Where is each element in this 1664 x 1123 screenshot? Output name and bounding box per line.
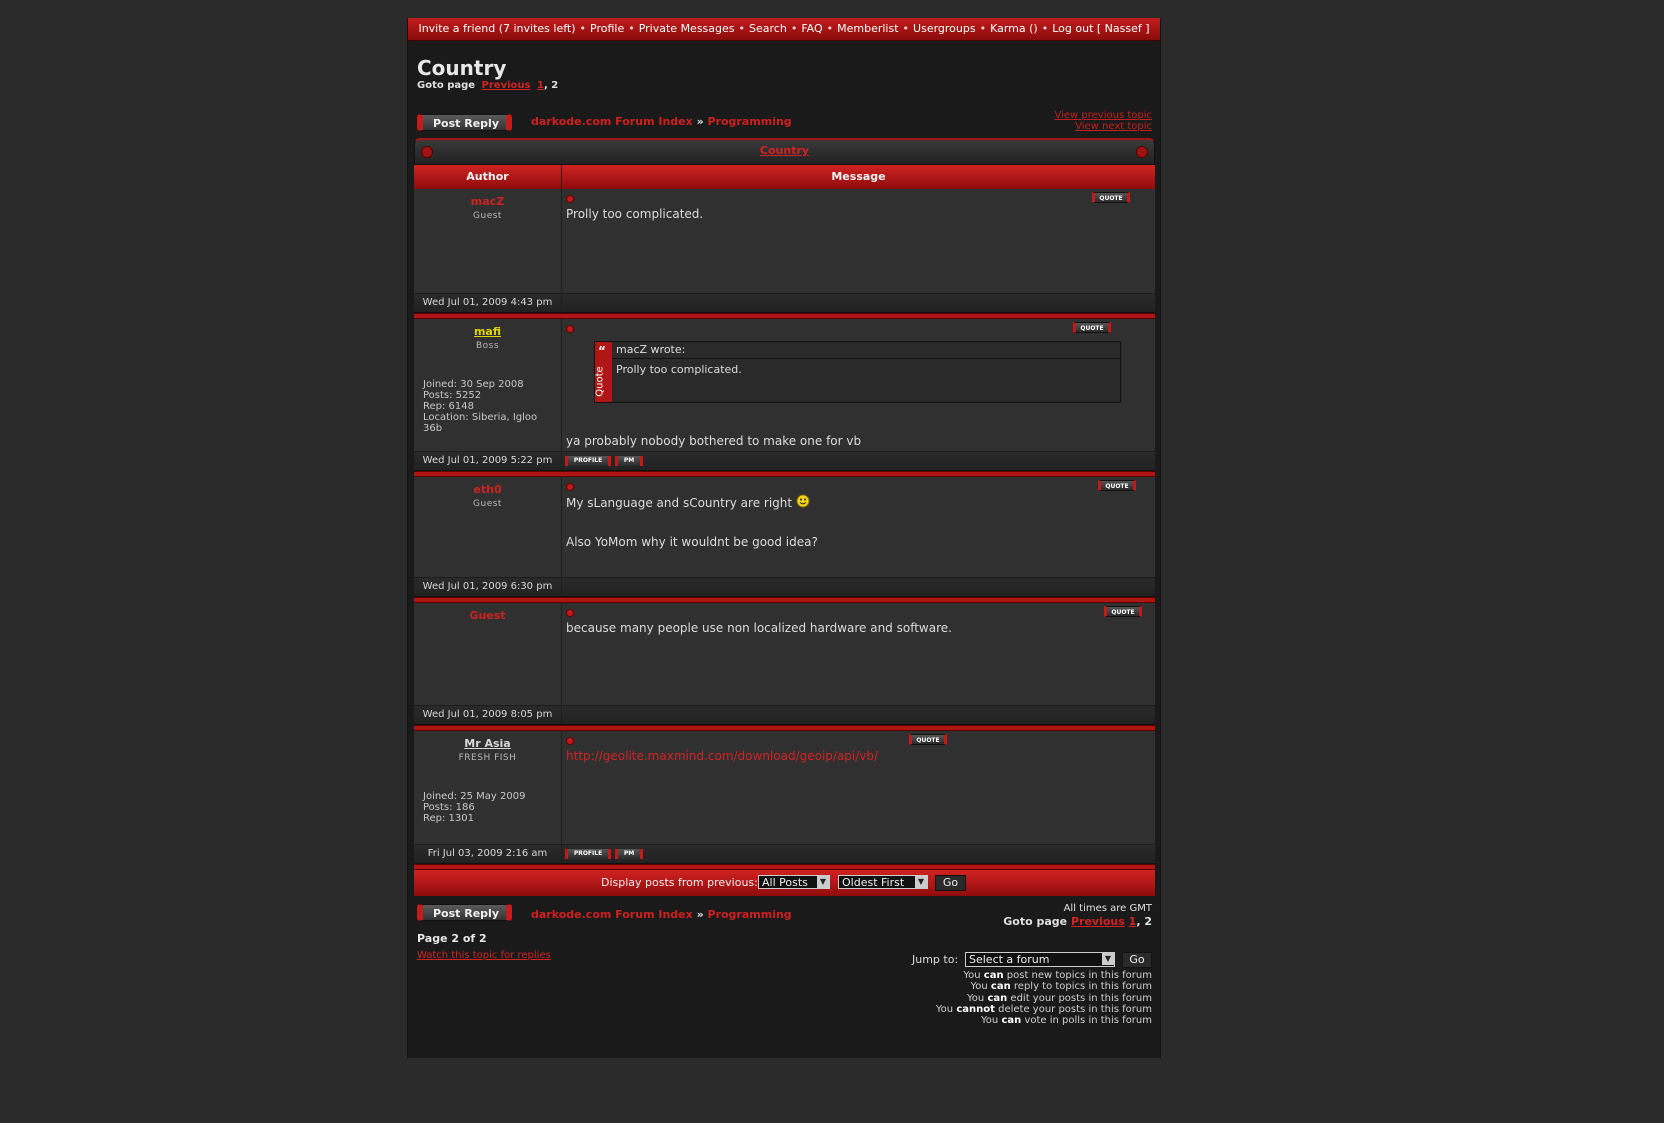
post-actions bbox=[562, 578, 1155, 596]
quote-block bbox=[594, 341, 1121, 403]
author-location: Location: Siberia, Igloo 36b bbox=[423, 412, 538, 434]
post-author-rank: FRESH FISH bbox=[458, 753, 517, 763]
post-message: Prolly too complicated. bbox=[566, 207, 704, 221]
quote-text: Prolly too complicated. bbox=[616, 363, 742, 376]
post-footer bbox=[414, 706, 1155, 725]
post-author-name[interactable]: macZ bbox=[470, 195, 505, 208]
quote-sidebar-label: Quote bbox=[594, 366, 606, 397]
post-author-cell bbox=[414, 603, 562, 705]
nav-private-messages[interactable]: Private Messages bbox=[638, 22, 735, 35]
post-author-info bbox=[423, 791, 553, 824]
post-date: Wed Jul 01, 2009 4:43 pm bbox=[414, 294, 562, 312]
pm-button[interactable]: PM bbox=[615, 456, 643, 466]
jump-go-button[interactable]: Go bbox=[1122, 952, 1152, 968]
display-order-value: Oldest First bbox=[842, 876, 905, 889]
quote-button[interactable]: QUOTE bbox=[1104, 606, 1142, 617]
post-row bbox=[414, 603, 1155, 706]
post-reply-button-bottom[interactable]: Post Reply bbox=[417, 904, 512, 921]
post-row bbox=[414, 319, 1155, 452]
page-info: Page 2 of 2 bbox=[417, 932, 487, 945]
goto-comma: , bbox=[543, 80, 548, 91]
breadcrumb-forum-index[interactable]: darkode.com Forum Index bbox=[531, 908, 693, 921]
nav-memberlist[interactable]: Memberlist bbox=[837, 22, 899, 35]
post-link-icon[interactable] bbox=[566, 483, 574, 491]
nav-separator: • bbox=[790, 22, 798, 35]
breadcrumb-forum-index[interactable]: darkode.com Forum Index bbox=[531, 115, 693, 128]
nav-separator: • bbox=[579, 22, 587, 35]
breadcrumb-separator: » bbox=[696, 908, 704, 921]
permission-line bbox=[936, 1004, 1152, 1015]
jump-to-label: Jump to: bbox=[912, 953, 959, 966]
display-posts-select[interactable] bbox=[758, 875, 830, 889]
display-order-select[interactable] bbox=[838, 875, 928, 889]
permission-text: post new topics in this forum bbox=[1006, 970, 1152, 981]
post-author-name[interactable]: mafi bbox=[473, 325, 502, 338]
breadcrumb-programming[interactable]: Programming bbox=[707, 908, 792, 921]
breadcrumb-programming[interactable]: Programming bbox=[707, 115, 792, 128]
jump-to-value: Select a forum bbox=[969, 953, 1050, 966]
permission-prefix: You bbox=[935, 1003, 954, 1015]
message-column-header: Message bbox=[831, 170, 886, 183]
author-joined: Joined: 25 May 2009 bbox=[423, 791, 526, 802]
post-message-cell bbox=[562, 731, 1155, 844]
profile-button[interactable]: PROFILE bbox=[565, 849, 611, 859]
chevron-down-icon: ▼ bbox=[1102, 953, 1114, 965]
bottom-pagination bbox=[1003, 903, 1152, 927]
author-rep: Rep: 1301 bbox=[423, 813, 474, 824]
timezone-note: All times are GMT bbox=[1063, 903, 1152, 914]
forum-permissions bbox=[936, 970, 1152, 1026]
quote-button[interactable]: QUOTE bbox=[909, 734, 947, 745]
view-previous-topic-link[interactable]: View previous topic bbox=[1054, 110, 1152, 121]
post-row bbox=[414, 189, 1155, 294]
post-row bbox=[414, 731, 1155, 845]
watch-topic-link[interactable]: Watch this topic for replies bbox=[417, 950, 551, 961]
view-next-topic-link[interactable]: View next topic bbox=[1075, 121, 1152, 132]
post-link-icon[interactable] bbox=[566, 325, 574, 333]
quote-content bbox=[612, 342, 1120, 402]
breadcrumb-separator: » bbox=[696, 115, 704, 128]
permission-text: vote in polls in this forum bbox=[1024, 1015, 1152, 1027]
post-message-cell bbox=[562, 319, 1155, 451]
post-footer bbox=[414, 452, 1155, 471]
nav-separator: • bbox=[826, 22, 834, 35]
goto-previous-link[interactable]: Previous bbox=[481, 80, 531, 91]
nav-separator: • bbox=[1041, 22, 1049, 35]
post-message: My sLanguage and sCountry are right bbox=[566, 496, 793, 510]
permission-prefix: You bbox=[981, 1015, 999, 1027]
goto-previous-link[interactable]: Previous bbox=[1070, 915, 1125, 928]
post-author-cell bbox=[414, 189, 562, 293]
nav-separator: • bbox=[628, 22, 635, 35]
author-rep: Rep: 6148 bbox=[423, 401, 474, 412]
post-author-cell bbox=[414, 731, 562, 844]
goto-current-page: 2 bbox=[551, 80, 559, 91]
post-message-line bbox=[566, 494, 1151, 511]
post-author-name[interactable]: Mr Asia bbox=[464, 737, 511, 750]
nav-separator: • bbox=[902, 22, 910, 35]
post-author-name[interactable]: Guest bbox=[469, 609, 506, 622]
breadcrumb-bottom bbox=[531, 908, 792, 921]
display-go-button[interactable]: Go bbox=[935, 875, 966, 891]
permission-line bbox=[936, 981, 1152, 992]
author-column-header: Author bbox=[414, 165, 562, 189]
pm-button[interactable]: PM bbox=[615, 849, 643, 859]
nav-usergroups[interactable]: Usergroups bbox=[913, 22, 976, 35]
post-message-cell bbox=[562, 603, 1155, 705]
goto-page-1-link[interactable]: 1 bbox=[536, 80, 544, 91]
goto-label: Goto page bbox=[417, 80, 476, 91]
display-posts-value: All Posts bbox=[762, 876, 808, 889]
permission-key: can bbox=[990, 981, 1011, 993]
post-actions bbox=[562, 452, 1155, 470]
post-actions bbox=[562, 294, 1155, 312]
post-message-cell bbox=[562, 477, 1155, 577]
post-reply-button[interactable]: Post Reply bbox=[417, 114, 512, 131]
profile-button[interactable]: PROFILE bbox=[565, 456, 611, 466]
nav-separator: • bbox=[738, 22, 746, 35]
post-link-icon[interactable] bbox=[566, 195, 574, 203]
post-message: ya probably nobody bothered to make one for vb bbox=[566, 434, 862, 448]
permission-prefix: You bbox=[963, 970, 981, 981]
nav-karma[interactable]: Karma () bbox=[990, 22, 1038, 35]
page-title: Country bbox=[417, 56, 507, 80]
goto-current-page: 2 bbox=[1144, 915, 1152, 928]
quote-sidebar bbox=[595, 342, 612, 402]
nav-logout[interactable]: Log out [ Nassef ] bbox=[1052, 22, 1150, 35]
chevron-down-icon: ▼ bbox=[915, 876, 927, 888]
jump-to-select[interactable] bbox=[965, 952, 1115, 967]
author-joined: Joined: 30 Sep 2008 bbox=[423, 379, 524, 390]
caption-right-dot-icon bbox=[1136, 146, 1148, 158]
goto-page-bottom bbox=[1003, 916, 1152, 927]
quote-button[interactable]: QUOTE bbox=[1092, 192, 1130, 203]
post-date: Wed Jul 01, 2009 6:30 pm bbox=[414, 578, 562, 596]
permission-line bbox=[936, 970, 1152, 981]
post-actions bbox=[562, 706, 1155, 724]
permission-prefix: You bbox=[967, 992, 985, 1004]
permission-key: can bbox=[1001, 1015, 1022, 1027]
quote-author: macZ wrote: bbox=[612, 342, 1120, 359]
permission-line bbox=[936, 993, 1152, 1004]
permission-key: can bbox=[983, 970, 1004, 981]
quote-mark-icon: “ bbox=[598, 344, 606, 358]
quote-button[interactable]: QUOTE bbox=[1073, 322, 1111, 333]
post-author-cell bbox=[414, 319, 562, 451]
quote-button[interactable]: QUOTE bbox=[1098, 480, 1136, 491]
post-message-2: Also YoMom why it wouldnt be good idea? bbox=[566, 535, 818, 549]
post-footer bbox=[414, 294, 1155, 313]
caption-left-dot-icon bbox=[421, 146, 433, 158]
permission-text: reply to topics in this forum bbox=[1013, 981, 1152, 993]
post-author-info bbox=[423, 379, 553, 434]
post-author-rank: Guest bbox=[473, 211, 502, 221]
author-posts: Posts: 186 bbox=[423, 802, 475, 813]
post-message: because many people use non localized hardware and software. bbox=[566, 621, 952, 635]
permission-key: cannot bbox=[956, 1003, 995, 1015]
post-author-rank: Guest bbox=[473, 499, 502, 509]
post-author-cell bbox=[414, 477, 562, 577]
chevron-down-icon: ▼ bbox=[817, 876, 829, 888]
goto-page-1-link[interactable]: 1 bbox=[1128, 915, 1137, 928]
top-navigation bbox=[408, 18, 1160, 41]
goto-page bbox=[417, 80, 558, 91]
post-row bbox=[414, 477, 1155, 578]
page-container bbox=[407, 18, 1161, 1058]
post-author-rank: Boss bbox=[475, 341, 500, 351]
goto-label: Goto page bbox=[1003, 915, 1068, 928]
table-header bbox=[414, 165, 1155, 189]
caption-topic-link[interactable]: Country bbox=[759, 144, 810, 157]
nav-invite-friend[interactable]: Invite a friend (7 invites left) bbox=[418, 22, 576, 35]
post-date: Wed Jul 01, 2009 8:05 pm bbox=[414, 706, 562, 724]
permission-text: edit your posts in this forum bbox=[1010, 992, 1152, 1004]
display-label: Display posts from previous: bbox=[601, 876, 758, 889]
posts-table bbox=[414, 138, 1155, 896]
nav-search[interactable]: Search bbox=[749, 22, 787, 35]
post-footer bbox=[414, 578, 1155, 597]
post-author-name[interactable]: eth0 bbox=[473, 483, 502, 496]
table-caption bbox=[414, 138, 1155, 165]
post-link-icon[interactable] bbox=[566, 609, 574, 617]
post-date: Fri Jul 03, 2009 2:16 am bbox=[414, 845, 562, 863]
permission-prefix: You bbox=[970, 981, 988, 993]
smiley-icon bbox=[796, 494, 810, 508]
post-link-icon[interactable] bbox=[566, 737, 574, 745]
permission-line bbox=[936, 1015, 1152, 1026]
display-options-bar bbox=[414, 870, 1155, 896]
breadcrumb bbox=[531, 115, 792, 128]
nav-faq[interactable]: FAQ bbox=[801, 22, 823, 35]
nav-profile[interactable]: Profile bbox=[590, 22, 625, 35]
post-date: Wed Jul 01, 2009 5:22 pm bbox=[414, 452, 562, 470]
post-link[interactable]: http://geolite.maxmind.com/download/geoip/api/vb/ bbox=[566, 749, 879, 763]
nav-separator: • bbox=[979, 22, 987, 35]
topic-navigation bbox=[1054, 110, 1152, 132]
goto-comma: , bbox=[1136, 915, 1141, 928]
post-footer bbox=[414, 845, 1155, 864]
post-message-cell bbox=[562, 189, 1155, 293]
permission-key: can bbox=[987, 992, 1008, 1004]
post-actions bbox=[562, 845, 1155, 863]
author-posts: Posts: 5252 bbox=[423, 390, 482, 401]
permission-text: delete your posts in this forum bbox=[998, 1003, 1152, 1015]
